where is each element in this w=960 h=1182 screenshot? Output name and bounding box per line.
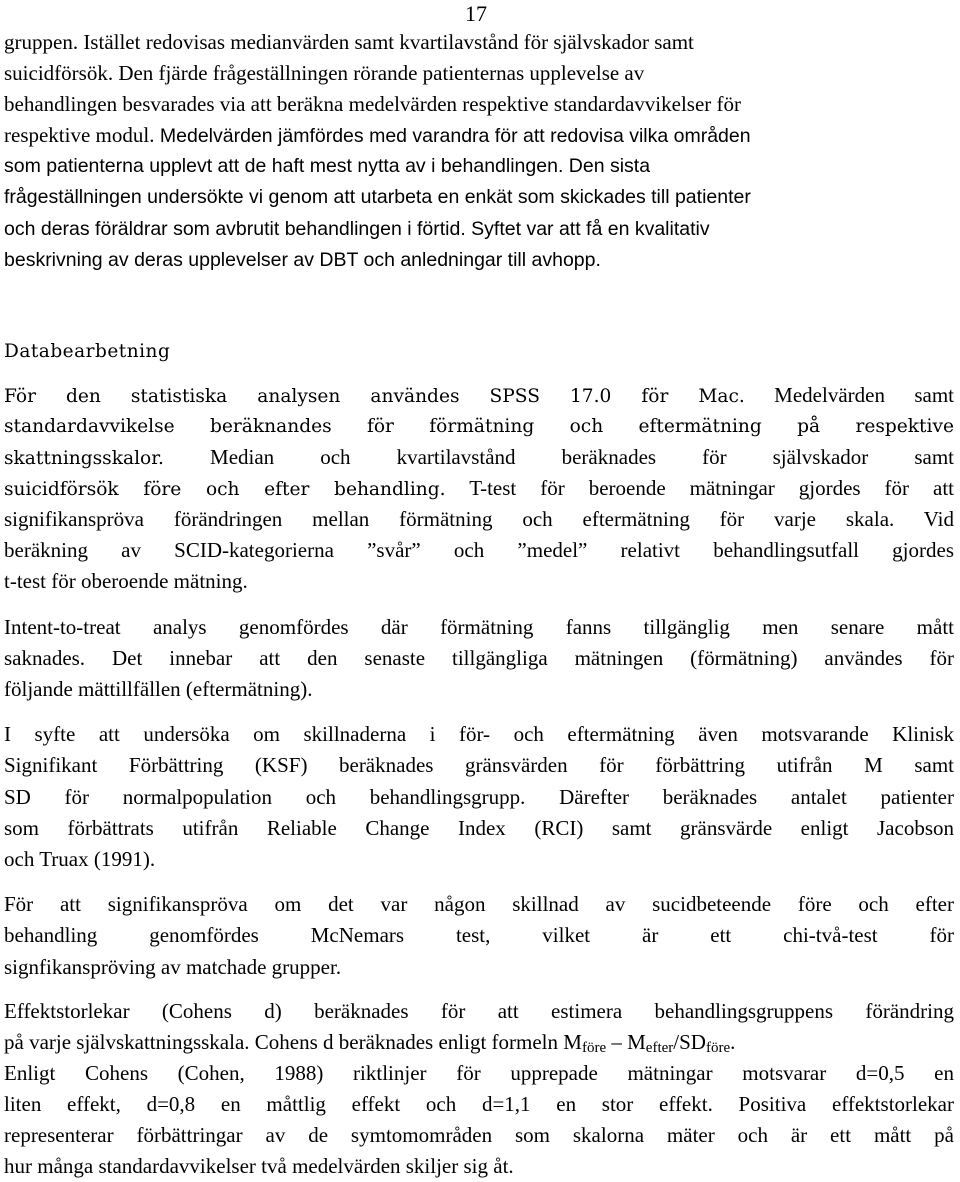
text-line: I syfte att undersöka om skillnaderna i för- och eftermätning även motsvarande Klinisk [4,722,954,746]
text-segment: suicidförsök före och efter behandling. [4,479,446,500]
text-line: som förbättrats utifrån Reliable Change Index (RCI) samt gränsvärde enligt Jacobson [4,816,954,840]
text-segment: /SD [673,1030,706,1054]
section-heading: Databearbetning [4,341,171,362]
text-line: frågeställningen undersökte vi genom att utarbeta en enkät som skickades till patienter [4,186,751,208]
text-line: signifikanspröva förändringen mellan förmätning och eftermätning för varje skala. Vid [4,507,954,531]
text-line [4,120,954,153]
text-line: som patienterna upplevt att de haft mest nytta av i behandlingen. Den sista [4,155,651,177]
text-line: beräkning av SCID-kategorierna ”svår” och ”medel” relativt behandlingsutfall gjordes [4,538,954,562]
text-line [4,1027,954,1058]
text-line: standardavvikelse beräknandes för förmätning och eftermätning på respektive [4,416,954,437]
text-line: och Truax (1991). [4,847,156,871]
text-line: och deras föräldrar som avbrutit behandlingen i förtid. Syftet var att få en kvalitativ [4,218,710,240]
text-line: liten effekt, d=0,8 en måttlig effekt och d=1,1 en stor effekt. Positiva effektstorlekar [4,1092,954,1116]
text-line [4,473,954,506]
text-segment: T-test för beroende mätningar gjordes för att [445,476,954,500]
text-segment: på varje självskattningsskala. Cohens d beräknades enligt formeln M [4,1030,582,1054]
text-line: följande mättillfällen (eftermätning). [4,677,313,701]
text-line: SD för normalpopulation och behandlingsgrupp. Därefter beräknades antalet patienter [4,785,954,809]
text-segment: – M [606,1030,646,1054]
text-segment: Medelvärden samt [744,383,954,407]
text-line: saknades. Det innebar att den senaste tillgängliga mätningen (förmätning) användes för [4,646,954,670]
text-segment: skattningsskalor. [4,448,164,469]
text-segment: . [730,1030,736,1054]
text-line: behandlingen besvarades via att beräkna medelvärden respektive standardavvikelser för [4,92,742,116]
text-line: Effektstorlekar (Cohens d) beräknades för att estimera behandlingsgruppens förändring [4,999,954,1023]
text-line: gruppen. Istället redovisas medianvärden samt kvartilavstånd för självskador samt [4,30,694,54]
text-line: behandling genomfördes McNemars test, vilket är ett chi-två-test för [4,923,954,947]
text-line: Signifikant Förbättring (KSF) beräknades gränsvärden för förbättring utifrån M samt [4,753,954,777]
text-line: Enligt Cohens (Cohen, 1988) riktlinjer för upprepade mätningar motsvarar d=0,5 en [4,1061,954,1085]
page-number: 17 [465,1,487,26]
text-line [4,380,954,413]
subscript: efter [645,1040,674,1056]
subscript: före [581,1040,607,1056]
text-segment: För den statistiska analysen användes SPSS 17.0 för Mac. [4,386,745,407]
text-segment: Median och kvartilavstånd beräknades för självskador samt [163,445,954,469]
text-line: t-test för oberoende mätning. [4,569,248,593]
text-line: beskrivning av deras upplevelser av DBT och anledningar till avhopp. [4,249,601,271]
text-line: Intent-to-treat analys genomfördes där förmätning fanns tillgänglig men senare mått [4,615,954,639]
text-segment: Medelvärden jämfördes med varandra för att redovisa vilka områden [154,125,751,147]
text-line: För att signifikanspröva om det var någon skillnad av sucidbeteende före och efter [4,892,954,916]
text-line: representerar förbättringar av de symtomområden som skalorna mäter och är ett mått på [4,1123,954,1147]
text-line: signfikanspröving av matchade grupper. [4,955,342,979]
text-segment: respektive modul. [4,123,155,147]
text-line [4,442,954,475]
text-line: hur många standardavvikelser två medelvärden skiljer sig åt. [4,1154,514,1178]
text-line: suicidförsök. Den fjärde frågeställningen rörande patienternas upplevelse av [4,61,645,85]
subscript: före [705,1040,731,1056]
